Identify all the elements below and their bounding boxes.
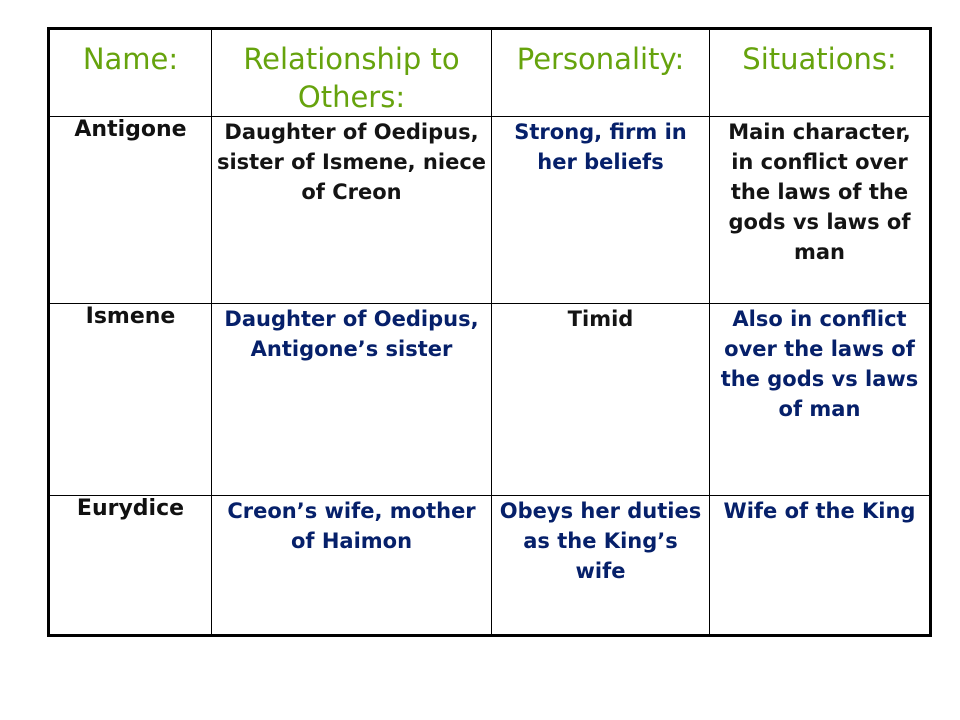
relationship-cell: Daughter of Oedipus, sister of Ismene, niece of Creon [212,117,492,304]
situations-cell: Main character, in conflict over the laws of the gods vs laws of man [710,117,931,304]
header-situations: Situations: [710,29,931,117]
personality-cell: Timid [492,304,710,496]
table-row [49,304,931,496]
header-personality: Personality: [492,29,710,117]
personality-cell: Strong, firm in her beliefs [492,117,710,304]
character-name: Eurydice [49,496,212,636]
personality-cell: Obeys her duties as the King’s wife [492,496,710,636]
character-name: Ismene [49,304,212,496]
relationship-cell: Creon’s wife, mother of Haimon [212,496,492,636]
header-name: Name: [49,29,212,117]
character-table [47,27,932,637]
table-row [49,496,931,636]
situations-cell: Also in conflict over the laws of the gods vs laws of man [710,304,931,496]
situations-cell: Wife of the King [710,496,931,636]
relationship-cell: Daughter of Oedipus, Antigone’s sister [212,304,492,496]
header-relationship: Relationship to Others: [212,29,492,117]
table-row [49,117,931,304]
character-name: Antigone [49,117,212,304]
header-row [49,29,931,117]
